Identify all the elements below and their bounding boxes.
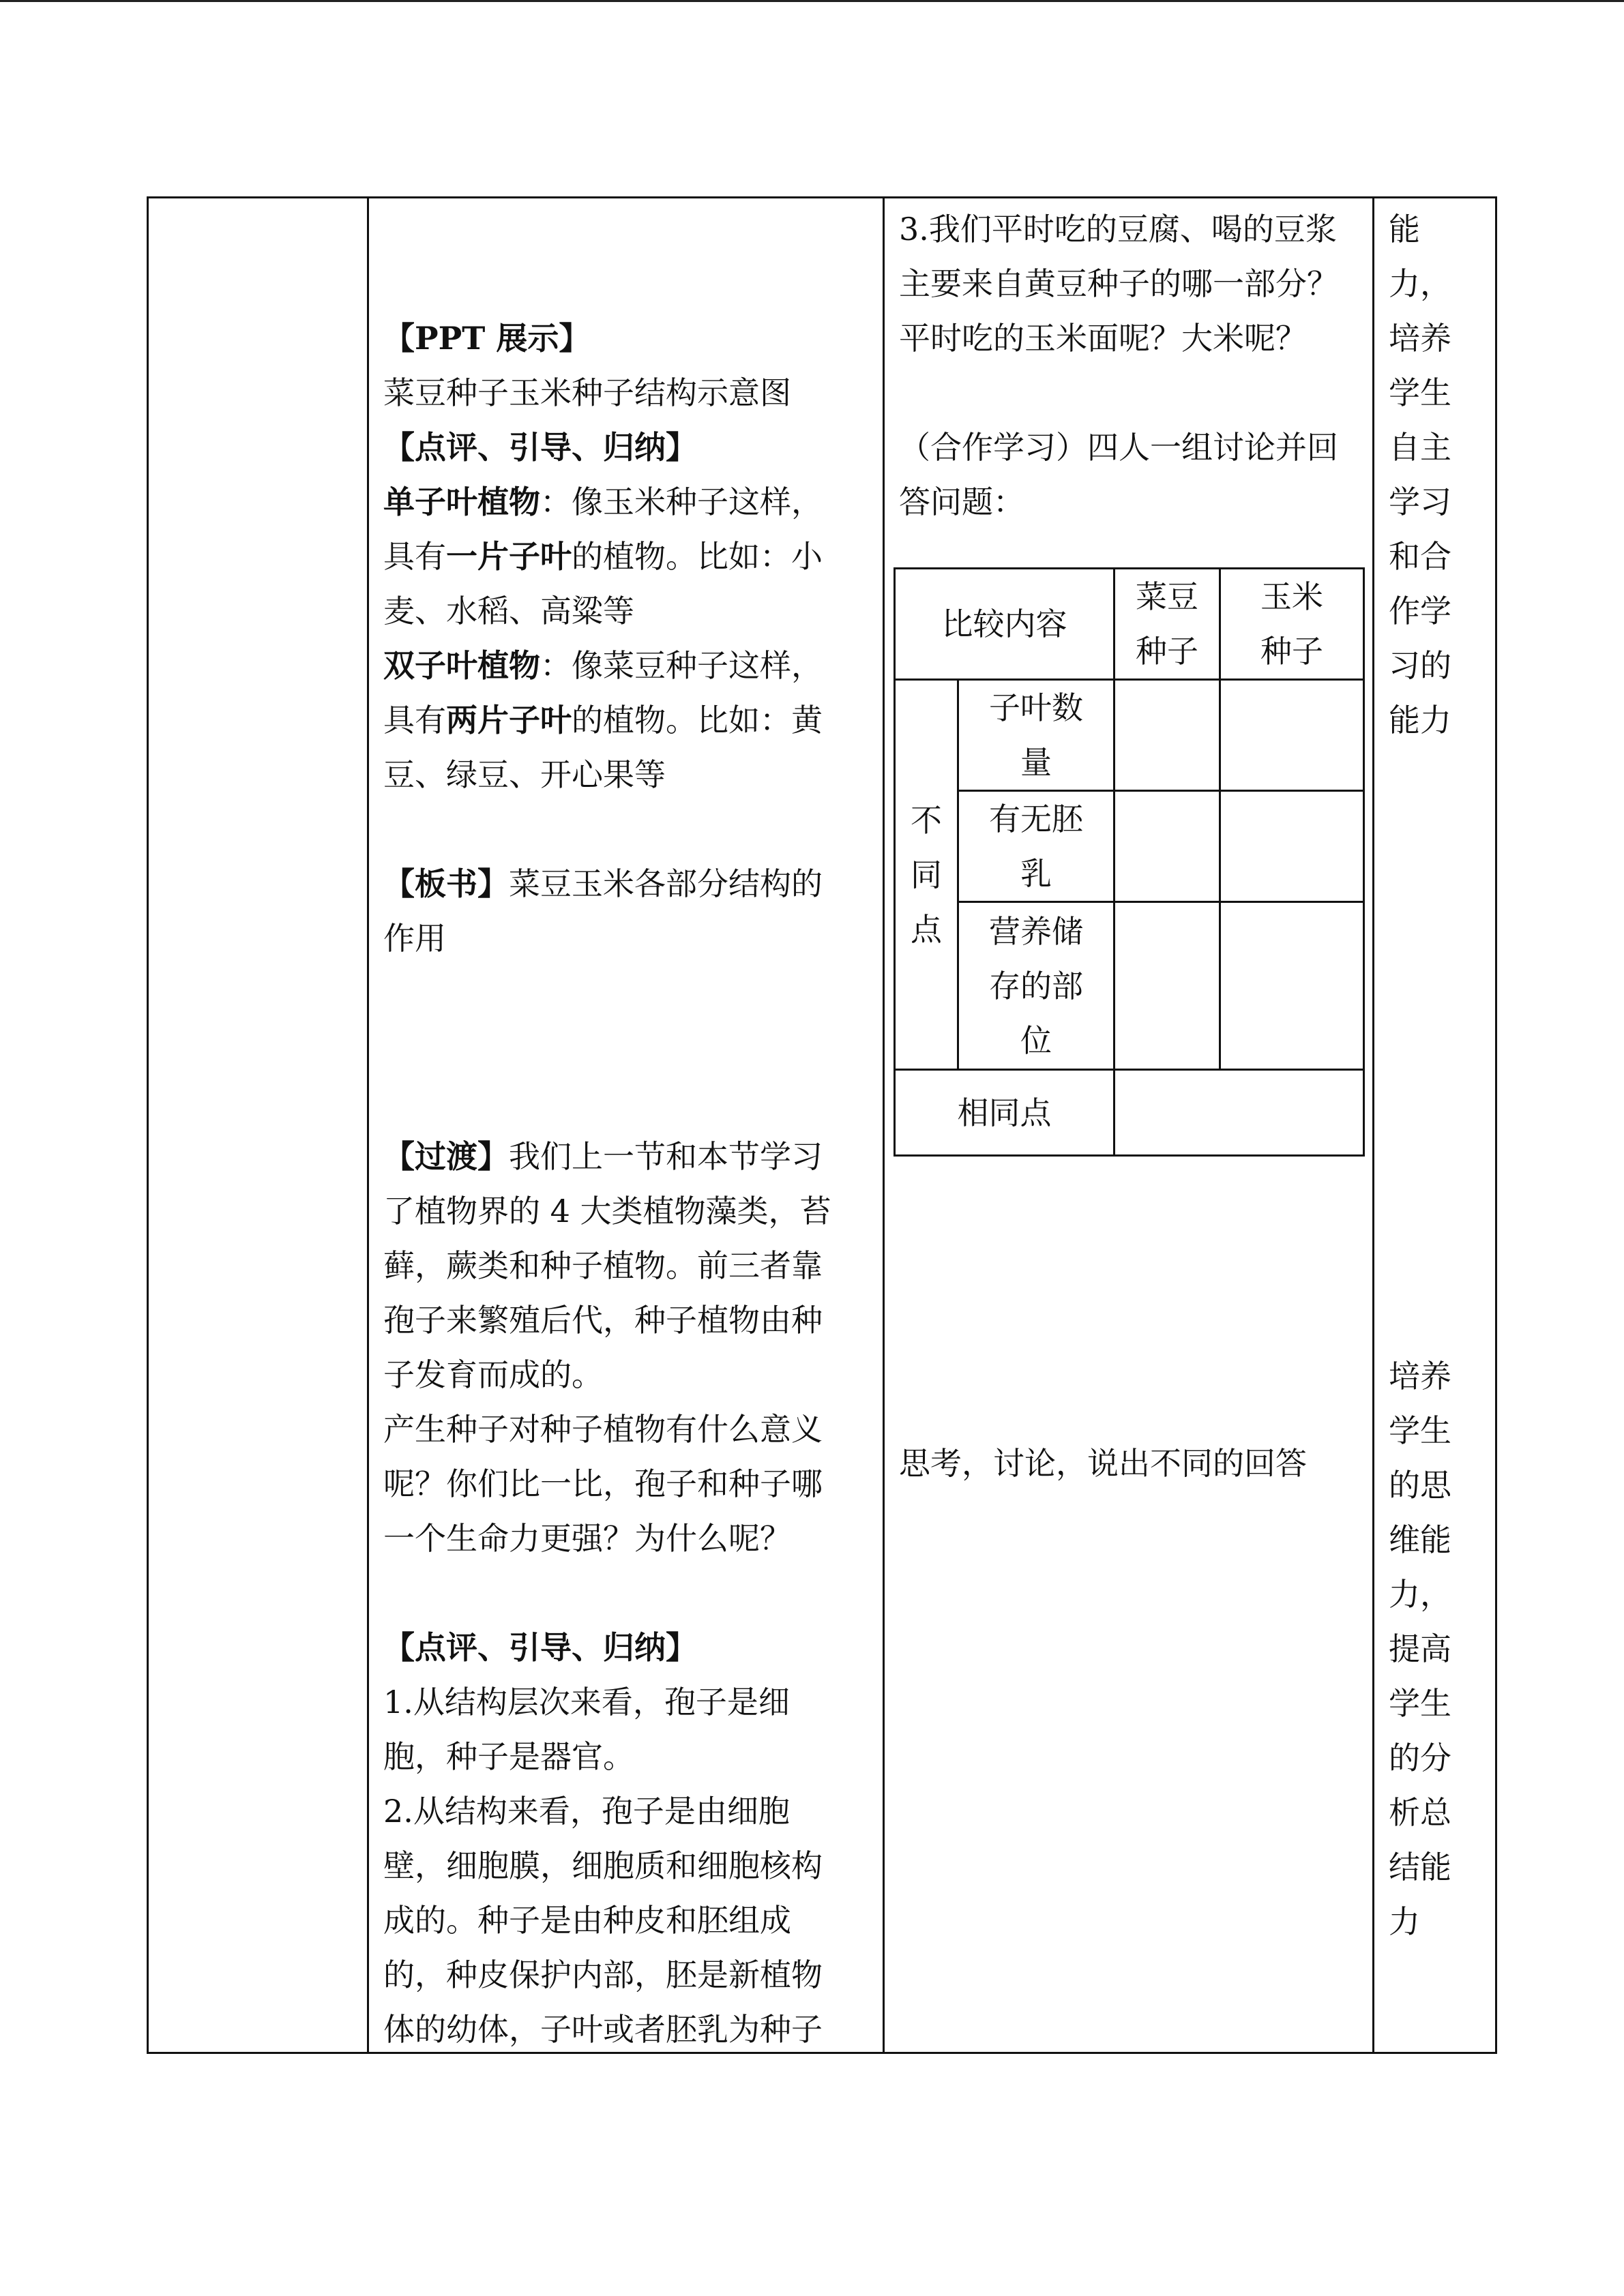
cmp-header-content: 比较内容 — [894, 567, 1115, 681]
intent-column-1 — [1389, 202, 1491, 747]
board-line-2: 作用 — [383, 920, 446, 957]
think-line: 思考，讨论，说出不同的回答 — [899, 1445, 1307, 1482]
comparison-table — [894, 567, 1365, 1157]
student-activity-column — [899, 202, 1370, 529]
dicot-label: 双子叶植物 — [383, 647, 540, 684]
intent2-line: 学生 — [1389, 1685, 1451, 1722]
transition-line-5: 子发育而成的。 — [383, 1356, 603, 1393]
board-text-a: 菜豆玉米各部分结构的 — [509, 865, 823, 902]
point1-line-1: 1.从结构层次来看，孢子是细 — [383, 1684, 790, 1720]
question-line-2: 呢？你们比一比，孢子和种子哪 — [383, 1465, 823, 1502]
intent2-line: 学生 — [1389, 1412, 1451, 1449]
point2-line-4: 的，种皮保护内部，胚是新植物 — [383, 1956, 823, 1993]
cmp-cell-r1-corn[interactable] — [1219, 679, 1365, 792]
monocot-label: 单子叶植物 — [383, 483, 540, 520]
intent2-line: 力 — [1389, 1903, 1420, 1940]
comment-heading-1: 【点评、引导、归纳】 — [383, 429, 697, 466]
dicot-line-1 — [383, 638, 874, 693]
cmp-header-corn: 玉米 种子 — [1219, 567, 1365, 681]
comment-heading-2: 【点评、引导、归纳】 — [383, 1629, 697, 1666]
dicot-line-2 — [383, 693, 874, 747]
dicot-text-b-pre: 具有 — [383, 702, 446, 739]
dicot-bold: 两片子叶 — [446, 702, 572, 739]
monocot-text-b-pre: 具有 — [383, 538, 446, 575]
transition-text-a: 我们上一节和本节学习 — [509, 1138, 823, 1175]
transition-line-4: 孢子来繁殖后代，种子植物由种 — [383, 1302, 823, 1339]
q3-line-2: 主要来自黄豆种子的哪一部分？ — [899, 265, 1338, 302]
ppt-heading: 【PPT 展示】 — [383, 320, 591, 357]
point2-line-5: 体的幼体，子叶或者胚乳为种子 — [383, 2011, 823, 2048]
intent2-line: 析总 — [1389, 1794, 1451, 1831]
intent-column-2 — [1389, 1349, 1491, 1949]
intent1-line: 作学 — [1389, 593, 1451, 629]
intent2-line: 力， — [1389, 1576, 1451, 1613]
monocot-line-2 — [383, 529, 874, 584]
intent1-line: 学生 — [1389, 374, 1451, 411]
intent1-line: 学习 — [1389, 483, 1451, 520]
student-think-block — [899, 1436, 1370, 1491]
intent1-line: 自主 — [1389, 429, 1451, 466]
top-rule — [0, 0, 1624, 2]
intent2-line: 的思 — [1389, 1467, 1451, 1504]
intent1-line: 习的 — [1389, 647, 1451, 684]
cmp-diff-label: 不 同 点 — [894, 679, 959, 1071]
monocot-line-3: 麦、水稻、高粱等 — [383, 593, 634, 629]
cmp-cell-r3-corn[interactable] — [1219, 901, 1365, 1071]
point2-line-2: 壁，细胞膜，细胞质和细胞核构 — [383, 1847, 823, 1884]
cmp-header-bean: 菜豆 种子 — [1113, 567, 1221, 681]
q3-line-1: 3.我们平时吃的豆腐、喝的豆浆 — [899, 211, 1337, 248]
point2-line-1: 2.从结构来看，孢子是由细胞 — [383, 1793, 790, 1830]
intent1-line: 能力 — [1389, 702, 1451, 739]
intent2-line: 结能 — [1389, 1849, 1451, 1885]
question-line-1: 产生种子对种子植物有什么意义 — [383, 1411, 823, 1448]
intent2-line: 培养 — [1389, 1358, 1451, 1395]
cmp-cell-r3-bean[interactable] — [1113, 901, 1221, 1071]
cmp-row-cotyledon: 子叶数 量 — [957, 679, 1115, 792]
board-label: 【板书】 — [383, 865, 509, 902]
cmp-row-same: 相同点 — [894, 1069, 1115, 1157]
board-line-1 — [383, 856, 874, 911]
point2-line-3: 成的。种子是由种皮和胚组成 — [383, 1902, 791, 1939]
question-line-3: 一个生命力更强？为什么呢？ — [383, 1520, 791, 1557]
intent2-line: 提高 — [1389, 1630, 1451, 1667]
coop-line-2: 答问题： — [899, 483, 1024, 520]
monocot-text-b-post: 的植物。比如：小 — [572, 538, 823, 575]
transition-line-3: 藓，蕨类和种子植物。前三者靠 — [383, 1247, 823, 1284]
cmp-row-storage: 营养储 存的部 位 — [957, 901, 1115, 1071]
transition-label: 【过渡】 — [383, 1138, 509, 1175]
cmp-cell-r2-corn[interactable] — [1219, 790, 1365, 903]
cmp-cell-r1-bean[interactable] — [1113, 679, 1221, 792]
point1-line-2: 胞，种子是器官。 — [383, 1738, 634, 1775]
monocot-text-a: ：像玉米种子这样， — [540, 483, 823, 520]
intent1-line: 和合 — [1389, 538, 1451, 575]
intent2-line: 维能 — [1389, 1521, 1451, 1558]
cmp-cell-same[interactable] — [1113, 1069, 1365, 1157]
intent1-line: 培养 — [1389, 320, 1451, 357]
dicot-line-3: 豆、绿豆、开心果等 — [383, 756, 666, 793]
intent1-line: 能 — [1389, 211, 1420, 248]
column-divider-2 — [883, 196, 885, 2054]
intent2-line: 的分 — [1389, 1740, 1451, 1776]
ppt-line: 菜豆种子玉米种子结构示意图 — [383, 374, 791, 411]
column-divider-1 — [367, 196, 369, 2054]
monocot-bold: 一片子叶 — [446, 538, 572, 575]
teacher-activity-column — [383, 311, 874, 2057]
monocot-line-1 — [383, 475, 874, 529]
cmp-cell-r2-bean[interactable] — [1113, 790, 1221, 903]
column-divider-3 — [1372, 196, 1374, 2054]
dicot-text-b-post: 的植物。比如：黄 — [572, 702, 823, 739]
q3-line-3: 平时吃的玉米面呢？大米呢？ — [899, 320, 1307, 357]
dicot-text-a: ：像菜豆种子这样， — [540, 647, 823, 684]
cmp-row-endosperm: 有无胚 乳 — [957, 790, 1115, 903]
coop-line-1: （合作学习）四人一组讨论并回 — [899, 429, 1338, 466]
transition-line-2: 了植物界的 4 大类植物藻类，苔 — [383, 1193, 831, 1229]
transition-line-1 — [383, 1129, 874, 1184]
intent1-line: 力， — [1389, 265, 1451, 302]
